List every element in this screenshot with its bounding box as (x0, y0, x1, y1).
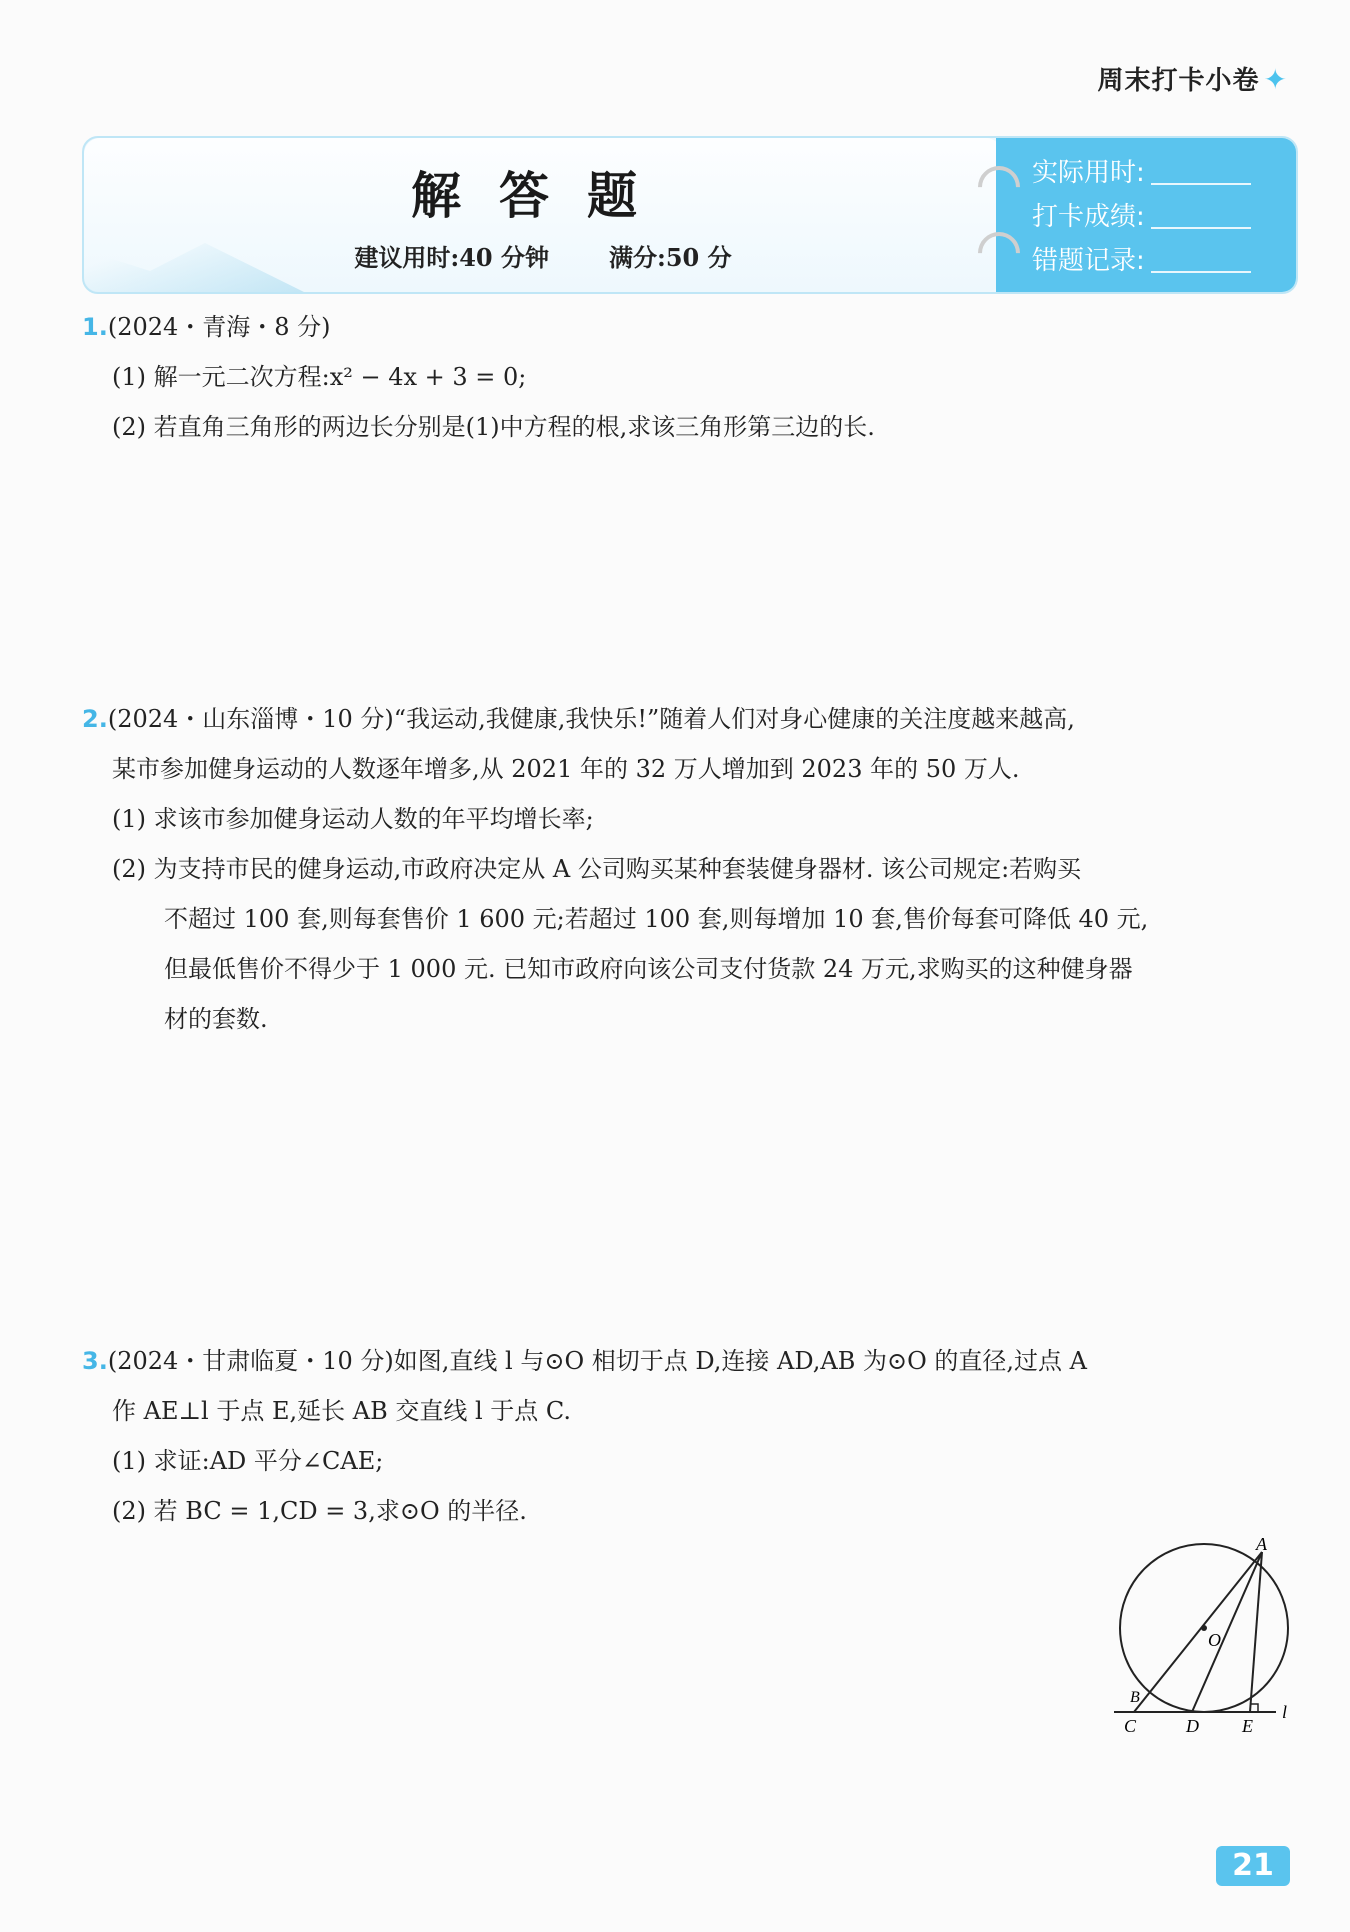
line-ac (1134, 1552, 1262, 1712)
problem-line: 作 AE⊥l 于点 E,延长 AB 交直线 l 于点 C. (112, 1397, 572, 1425)
header-title-panel (84, 138, 1002, 292)
page-number: 21 (1216, 1846, 1290, 1886)
problem-line: 材的套数. (164, 1005, 268, 1033)
record-actual-time: 实际用时: (1032, 152, 1251, 189)
problem-line: 但最低售价不得少于 1 000 元. 已知市政府向该公司支付货款 24 万元,求购买的这种健身器 (164, 955, 1133, 983)
problem-number: 3. (82, 1347, 108, 1375)
label-b: B (1130, 1689, 1140, 1706)
record-blank[interactable] (1151, 183, 1251, 185)
record-errors: 错题记录: (1032, 240, 1251, 277)
record-panel (996, 138, 1296, 292)
problem-line: (1) 求该市参加健身运动人数的年平均增长率; (112, 805, 594, 833)
geometry-figure (1104, 1538, 1304, 1734)
section-header (82, 136, 1298, 294)
center-point (1201, 1625, 1207, 1631)
label-c: C (1124, 1716, 1137, 1734)
series-label (1098, 60, 1288, 97)
label-l: l (1282, 1702, 1288, 1722)
problem-line: (2) 为支持市民的健身运动,市政府决定从 A 公司购买某种套装健身器材. 该公司规定:若购买 (112, 855, 1082, 883)
record-blank[interactable] (1151, 227, 1251, 229)
label-d: D (1186, 1716, 1199, 1734)
problem-2 (82, 694, 1294, 1044)
label-a: A (1256, 1538, 1267, 1554)
record-score: 打卡成绩: (1032, 196, 1251, 233)
sparkle-icon: ✦ (1263, 63, 1288, 96)
full-score: 满分:50 分 (609, 243, 732, 272)
problem-number: 1. (82, 313, 108, 341)
suggested-time: 建议用时:40 分钟 (354, 243, 549, 272)
problem-number: 2. (82, 705, 108, 733)
problem-line: 1.(2024・青海・8 分) (82, 313, 331, 341)
problem-1 (82, 302, 1294, 452)
problem-line: (1) 求证:AD 平分∠CAE; (112, 1447, 384, 1475)
problem-line: (2) 若直角三角形的两边长分别是(1)中方程的根,求该三角形第三边的长. (112, 413, 875, 441)
problem-line: 某市参加健身运动的人数逐年增多,从 2021 年的 32 万人增加到 2023 年的 50 万人. (112, 755, 1020, 783)
series-label-text: 周末打卡小卷 (1097, 66, 1260, 96)
problem-3 (82, 1336, 1294, 1536)
problem-line: 2.(2024・山东淄博・10 分)“我运动,我健康,我快乐!”随着人们对身心健康的关注度越来越高, (82, 705, 1075, 733)
problem-line: 不超过 100 套,则每套售价 1 600 元;若超过 100 套,则每增加 10 套,售价每套可降低 40 元, (164, 905, 1149, 933)
problem-line: (1) 解一元二次方程:x² − 4x + 3 = 0; (112, 363, 527, 391)
label-e: E (1242, 1716, 1253, 1734)
record-blank[interactable] (1151, 271, 1251, 273)
label-o: O (1208, 1630, 1221, 1650)
problem-line: (2) 若 BC = 1,CD = 3,求⊙O 的半径. (112, 1497, 527, 1525)
time-score-info (84, 238, 1002, 273)
problem-line: 3.(2024・甘肃临夏・10 分)如图,直线 l 与⊙O 相切于点 D,连接 AD,AB 为⊙O 的直径,过点 A (82, 1347, 1087, 1375)
section-title: 解答题 (411, 166, 675, 225)
